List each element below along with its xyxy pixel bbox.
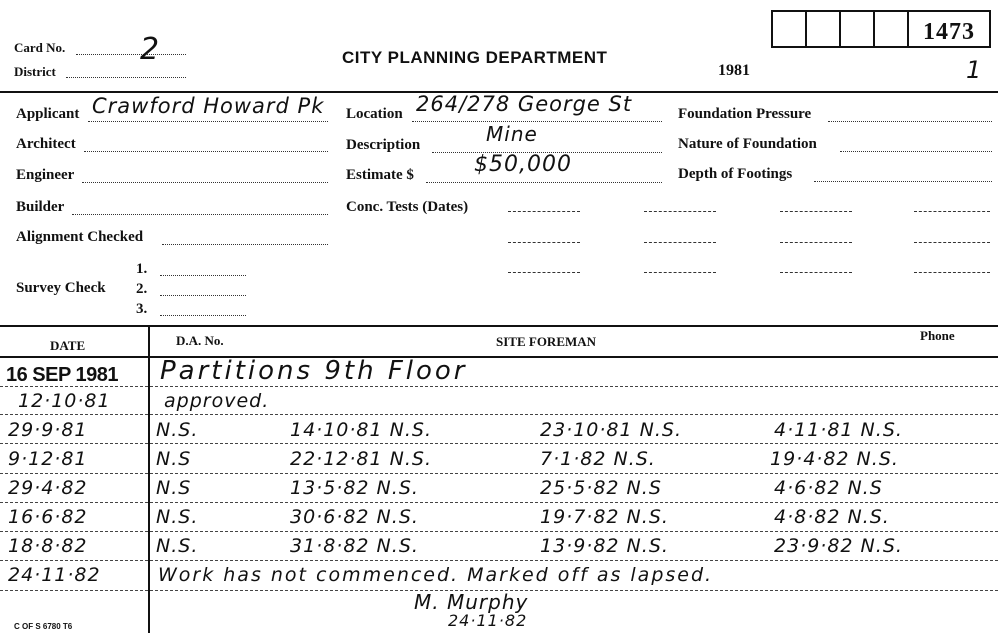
signature: M. Murphy [414, 590, 529, 614]
conc-test-line [914, 242, 990, 243]
conc-test-line [508, 211, 580, 212]
alignment-line [162, 244, 328, 245]
conc-test-line [644, 211, 716, 212]
card-number-box [773, 12, 807, 46]
entry-text: Partitions 9th Floor [160, 356, 468, 386]
entry-date: 12·10·81 [18, 390, 111, 412]
nature-line [840, 151, 992, 152]
conc-test-line [780, 242, 852, 243]
entry-date: 16·6·82 [8, 506, 88, 528]
site-foreman-header: SITE FOREMAN [496, 334, 597, 349]
entry-c3: 23·10·81 N.S. [540, 419, 683, 441]
entry-c4: 4·6·82 N.S [774, 477, 883, 499]
architect-line [84, 151, 328, 152]
survey-1: 1. [136, 261, 148, 277]
applicant-label: Applicant [16, 106, 80, 122]
row-separator [0, 560, 998, 561]
card-number-box [807, 12, 841, 46]
conc-test-line [780, 211, 852, 212]
sheet-mark: 1 [966, 56, 983, 84]
entry-c4: 23·9·82 N.S. [774, 535, 903, 557]
card-number-boxes [771, 10, 991, 48]
entry-c1: N.S [156, 477, 192, 499]
card-no-value: 2 [140, 32, 161, 67]
entry-c3: 25·5·82 N.S [540, 477, 662, 499]
form-code: C OF S 6780 T6 [14, 622, 73, 631]
description-label: Description [346, 137, 421, 153]
estimate-label: Estimate $ [346, 167, 414, 183]
row-separator [0, 531, 998, 532]
estimate-line [426, 182, 662, 183]
entry-c3: 13·9·82 N.S. [540, 535, 669, 557]
alignment-label: Alignment Checked [16, 229, 144, 245]
survey-1-line [160, 275, 246, 276]
entry-c2: 14·10·81 N.S. [290, 419, 433, 441]
survey-3: 3. [136, 301, 148, 317]
entry-c2: 22·12·81 N.S. [290, 448, 433, 470]
conc-test-line [914, 211, 990, 212]
row-separator [0, 502, 998, 503]
survey-2-line [160, 295, 246, 296]
date-column-divider [148, 325, 150, 633]
builder-label: Builder [16, 199, 65, 215]
entry-text: Work has not commenced. Marked off as lapsed. [158, 564, 714, 586]
engineer-line [82, 182, 328, 183]
architect-label: Architect [16, 136, 76, 152]
conc-tests-label: Conc. Tests (Dates) [346, 199, 469, 215]
description-value: Mine [486, 122, 538, 146]
stamp-date: 16 SEP 1981 [6, 364, 119, 386]
conc-test-line [780, 272, 852, 273]
entry-text: approved. [164, 390, 270, 412]
card-no-label: Card No. [14, 40, 66, 55]
card-number-box [841, 12, 875, 46]
row-separator [0, 473, 998, 474]
estimate-value: $50,000 [474, 152, 572, 177]
entry-c3: 19·7·82 N.S. [540, 506, 669, 528]
table-header-line [0, 356, 998, 358]
card-number-box [875, 12, 909, 46]
card-no-line [76, 54, 186, 55]
signature-date: 24·11·82 [448, 611, 528, 630]
entry-c2: 13·5·82 N.S. [290, 477, 419, 499]
row-separator [0, 386, 998, 387]
row-separator [0, 443, 998, 444]
entry-c1: N.S. [156, 506, 199, 528]
entry-date: 9·12·81 [8, 448, 88, 470]
date-header: DATE [50, 338, 86, 353]
entry-c4: 19·4·82 N.S. [770, 448, 899, 470]
entry-c1: N.S. [156, 419, 199, 441]
location-label: Location [346, 106, 403, 122]
entry-c3: 7·1·82 N.S. [540, 448, 656, 470]
conc-test-line [508, 272, 580, 273]
applicant-line [88, 121, 328, 122]
survey-2: 2. [136, 281, 148, 297]
foundation-pressure-line [828, 121, 992, 122]
entry-c2: 30·6·82 N.S. [290, 506, 419, 528]
depth-line [814, 181, 992, 182]
row-separator [0, 414, 998, 415]
da-no-header: D.A. No. [176, 333, 224, 348]
conc-test-line [644, 272, 716, 273]
foundation-pressure-label: Foundation Pressure [678, 106, 812, 122]
conc-test-line [644, 242, 716, 243]
conc-test-line [508, 242, 580, 243]
entry-c4: 4·8·82 N.S. [774, 506, 890, 528]
year: 1981 [718, 62, 750, 79]
district-label: District [14, 64, 56, 79]
phone-header: Phone [920, 328, 955, 343]
entry-date: 18·8·82 [8, 535, 88, 557]
applicant-value: Crawford Howard Pk [92, 94, 325, 118]
entry-c1: N.S [156, 448, 192, 470]
entry-c2: 31·8·82 N.S. [290, 535, 419, 557]
builder-line [72, 214, 328, 215]
district-line [66, 77, 186, 78]
entry-date: 24·11·82 [8, 564, 101, 586]
page-title: CITY PLANNING DEPARTMENT [342, 48, 608, 67]
conc-test-line [914, 272, 990, 273]
engineer-label: Engineer [16, 167, 75, 183]
entry-c4: 4·11·81 N.S. [774, 419, 903, 441]
depth-label: Depth of Footings [678, 166, 793, 182]
survey-3-line [160, 315, 246, 316]
location-value: 264/278 George St [416, 92, 633, 116]
entry-c1: N.S. [156, 535, 199, 557]
entry-date: 29·9·81 [8, 419, 88, 441]
entry-date: 29·4·82 [8, 477, 88, 499]
nature-label: Nature of Foundation [678, 136, 817, 152]
card-number: 1473 [923, 19, 975, 45]
survey-label: Survey Check [16, 280, 106, 296]
